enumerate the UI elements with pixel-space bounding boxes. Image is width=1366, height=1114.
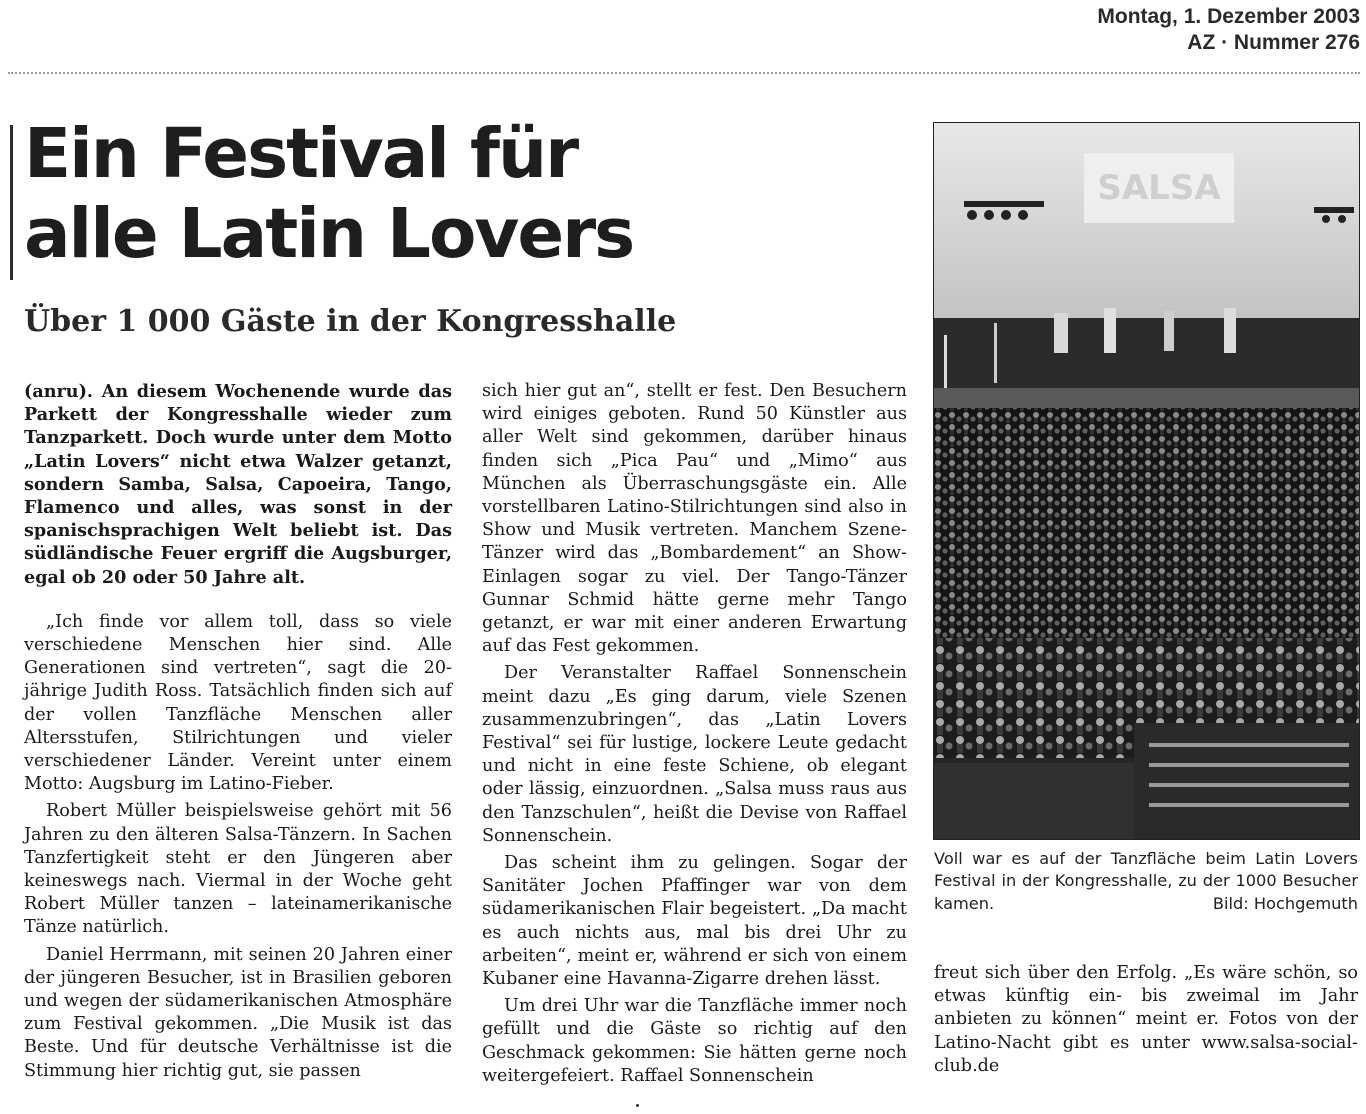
banner-text: SALSA <box>1097 168 1221 208</box>
body-paragraph: Das scheint ihm zu gelingen. Sogar der Sanitäter Jochen Pfaffinger war von dem südamerikanischen Flair begeistert. „Da macht es auch nichts aus, mal bis drei Uhr zu arbeiten“, meint er, während er sich von einem Kubaner eine Havanna-Zigarre drehen lässt. <box>482 853 907 990</box>
lead-paragraph: (anru). An diesem Wochenende wurde das Parkett der Kongresshalle wieder zum Tanzparkett. Doch wurde unter dem Motto „Latin Lovers“ nicht etwa Walzer getanzt, sondern Samba, Salsa, Capoeira, Tango, Flamenco und alles, was sonst in der spanischsprachigen Welt beliebt ist. Das südländische Feuer ergriff die Augsburger, egal ob 20 oder 50 Jahre alt. <box>24 381 452 588</box>
photo-caption <box>934 848 1358 915</box>
body-paragraph: Daniel Herrmann, mit seinen 20 Jahren einer der jüngeren Besucher, ist in Brasilien geboren und wegen der südamerikanischen Atmosphäre zum Festival gekommen. „Die Musik ist das Beste. Und für deutsche Verhältnisse ist die Stimmung hier richtig gut, sie passen <box>24 944 452 1081</box>
caption-text: Voll war es auf der Tanzfläche beim Latin Lovers Festival in der Kongresshalle, zu der 1000 Besucher kamen. <box>934 849 1358 913</box>
masthead <box>1097 4 1360 56</box>
headline-accent-bar <box>10 125 13 280</box>
header-rule <box>8 72 1360 74</box>
body-paragraph: Um drei Uhr war die Tanzfläche immer noch gefüllt und die Gäste so richtig auf den Geschmack gekommen: Sie hätten gerne noch weitergefeiert. Raffael Sonnenschein <box>482 996 907 1086</box>
headline-line-1: Ein Festival für <box>24 114 578 194</box>
crowd-photo-image <box>934 123 1359 839</box>
body-paragraph: Der Veranstalter Raffael Sonnenschein meint dazu „Es ging darum, viele Szenen zusammenzubringen“, das „Latin Lovers Festival“ sei für lustige, lockere Leute gedacht und nicht in eine feste Schiene, ob elegant oder lässig, einzuordnen. „Salsa muss raus aus den Tanzschulen“, heißt die Devise von Raffael Sonnenschein. <box>482 663 907 846</box>
headline <box>24 114 924 274</box>
photo-credit: Bild: Hochgemuth <box>1212 893 1358 913</box>
body-paragraph: Robert Müller beispielsweise gehört mit 56 Jahren zu den älteren Salsa-Tänzern. In Sachen Tanzfertigkeit steht er den Jüngeren aber keineswegs nach. Viermal in der Woche geht Robert Müller tanzen – lateinamerikanische Tänze natürlich. <box>24 801 452 938</box>
article-column-2 <box>482 380 907 1088</box>
headline-line-2: alle Latin Lovers <box>24 194 634 274</box>
article-column-1 <box>24 380 452 1083</box>
event-photo <box>933 122 1360 840</box>
print-mark <box>636 1104 639 1107</box>
body-paragraph: sich hier gut an“, stellt er fest. Den Besuchern wird einiges geboten. Rund 50 Künstler aus aller Welt sind gekommen, darüber hinaus finden sich „Pica Pau“ und „Mimo“ aus München als Überraschungsgäste ein. Alle vorstellbaren Latino-Stilrichtungen sind also in Show und Musik vertreten. Manchem Szene-Tänzer wird das „Bombardement“ an Show-Einlagen sogar zu viel. Der Tango-Tänzer Gunnar Schmid hätte gerne mehr Tango getanzt, er war mit einer anderen Erwartung auf das Fest gekommen. <box>482 381 907 657</box>
issue-number: AZ · Nummer 276 <box>1187 31 1360 54</box>
article-column-3 <box>934 962 1358 1078</box>
body-paragraph: „Ich finde vor allem toll, dass so viele verschiedene Menschen hier sind. Alle Generationen sind vertreten“, sagt die 20-jährige Judith Ross. Tatsächlich finden sich auf der vollen Tanzfläche Menschen aller Altersstufen, Stilrichtungen und vieler verschiedener Länder. Vereint unter einem Motto: Augsburg im Latino-Fieber. <box>24 611 452 795</box>
issue-date: Montag, 1. Dezember 2003 <box>1097 5 1360 28</box>
subheadline: Über 1 000 Gäste in der Kongresshalle <box>24 304 677 339</box>
body-paragraph: freut sich über den Erfolg. „Es wäre schön, so etwas künftig ein- bis zweimal im Jahr anbieten zu können“ meint er. Fotos von der Latino-Nacht gibt es unter www.salsa-social-club.de <box>934 963 1358 1076</box>
